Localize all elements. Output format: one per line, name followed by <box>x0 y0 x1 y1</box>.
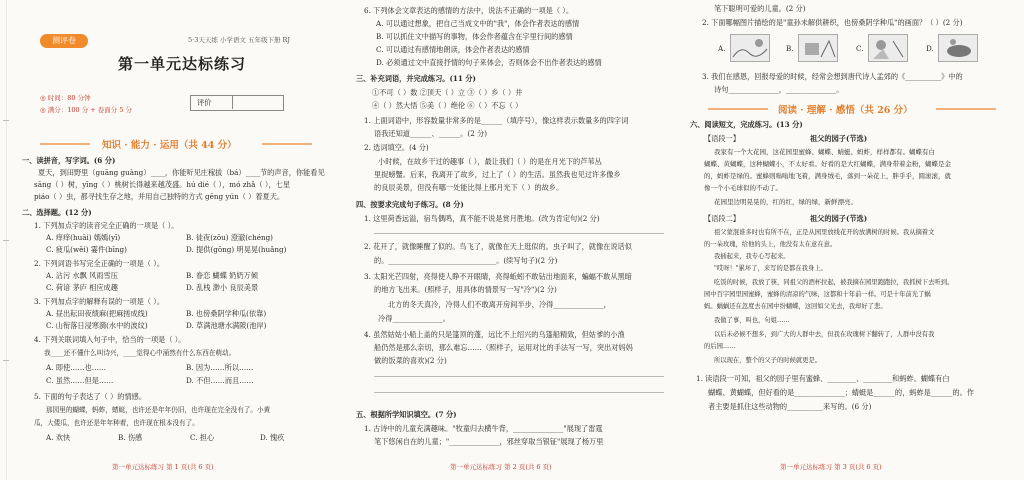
series-label: 5·3天天练 小学语文 五年级下册 RJ <box>188 36 291 44</box>
image-option-label: B. <box>786 44 794 53</box>
question-text: 北方的冬天真冷，冷得人们不敢离开房间半步，冷得______________， <box>388 300 611 309</box>
option: B. 伤感 <box>118 433 143 442</box>
option: D. 必须通过文中直接抒情的句子来体会，否则体会不出作者表达的感情 <box>376 58 602 67</box>
option: D. 提供(gōng) 明晃晃(huǎng) <box>186 245 287 254</box>
question-text: 3. 太阳光芒四射，亮得使人睁不开眼睛，亮得蚯蚓不敢钻出地面来，蝙蝠不敢从黑暗 <box>364 272 632 281</box>
passage-title: 祖父的园子(节选) <box>810 134 868 143</box>
passage-text: 的，蚂蚱是绿的。蜜蜂则嗡嗡地飞着，满身绒毛，落到一朵花上，胖乎乎，圆滚滚，就 <box>704 172 951 180</box>
exam-page-1 <box>0 0 345 480</box>
evaluation-label: 评价 <box>197 98 212 107</box>
gutter-mark <box>3 240 9 241</box>
option: C. 担心 <box>190 433 215 442</box>
option: C. 荷谙 茅庐 相应成趣 <box>46 283 118 292</box>
section-divider <box>262 143 312 145</box>
question-passage: 瓜，大倭瓜，也许还是年年种着，也许现在根本没有了。 <box>34 419 199 427</box>
image-option-label: C. <box>856 44 864 53</box>
passage-title: 祖父的园子(节选) <box>810 214 868 223</box>
question-text: piáo（ ）虫，都寻找生存之地，并用自己独特的方式 gēng yún（ ）着夏天。 <box>34 192 285 201</box>
passage-text: 园中百字园里园蜜蜂，蜜蜂的清凉的气味，这都和十年前一样。可是十年前光了蜗 <box>704 291 931 298</box>
section-divider <box>708 108 768 110</box>
question-heading: 四、按要求完成句子练习。(8 分) <box>356 200 464 209</box>
question-heading: 五、根据所学知识填空。(7 分) <box>356 410 457 419</box>
question-text: 语我还知道______、______。(2 分) <box>374 129 488 138</box>
question-text: 船仍然是那么亲切，那么难忘……（照样子，运用对比的手法写一写，突出对妈妈 <box>374 343 633 352</box>
section-divider <box>40 143 90 145</box>
option-c-picture <box>868 34 908 62</box>
evaluation-divider <box>232 95 233 109</box>
question-passage: 里捉螃蟹。后来，我离开了故乡，过上了（ ）的生活。虽然我也见过许多像乡 <box>374 170 621 179</box>
answer-line <box>374 392 664 393</box>
passage-text: 祖父蒙混谁多时也有所不在，正是从园里放线花开的放满树的时候。我从摘着文 <box>714 229 935 236</box>
question-passage: 我____还不懂什么叫诗兴，____觉得心中涌然有什么东西在萌动。 <box>44 349 236 357</box>
question-text: ④（ ）然大悟 ⑤美（ ）绝伦 ⑥（ ）不忘（ ） <box>372 101 523 110</box>
passage-text: 蚂。蜗蜗还在忽度去在园中纷蝴蝶，这回如父光去，我却好了悲。 <box>704 303 887 310</box>
option: A. 可以通过想象，把自己当成文中的"我"，体会作者表达的感情 <box>376 19 580 28</box>
page-footer: 第一单元达标练习 第 1 页(共 6 页) <box>112 463 214 471</box>
question-heading: 三、补充词语，并完成练习。(11 分) <box>356 74 476 83</box>
question-text: 夏天，到田野里（guāng guàng）____，你能听见庄稼拔（bá）____节的声音，你能看见 <box>38 168 325 177</box>
passage-text: 的后园…… <box>704 343 736 350</box>
passage-text: 蝴蝶、黄蝴蝶，这种蝴蝶小，不太好看。好看的是大红蝴蝶，满身带着金粉，蝴蝶是金 <box>704 160 951 168</box>
question-text: 的地方飞出来。(照样子，用具体的情景写一写"冷")(2 分) <box>374 285 557 294</box>
question-text: 2. 花开了，就像睡醒了似的。鸟飞了，就像在天上逛似的。虫子叫了，就像在说话似 <box>364 242 632 251</box>
question-text: 1. 这里荷香远溢，宿鸟偶鸣，真不能不说是赏月胜地。(改为肯定句)(2 分) <box>364 214 600 223</box>
question-text: 1. 读语段一可知，祖父的园子里有蜜蜂、________、________和蚂蚱。蝴蝶有白 <box>696 374 950 383</box>
option: A. 沾污 水飘 风雨雪压 <box>46 271 118 280</box>
question-passage: 那园里的蝴蝶，蚂蚱，蜻蜓，也许还是年年仍旧，也许现在完全没有了。小黄 <box>46 406 271 414</box>
option: C. 可以通过有感情地朗读，体会作者表达的感情 <box>376 45 530 54</box>
option: D. 愧疚 <box>260 433 285 442</box>
passage-text: 我插起来，我专心写起来。 <box>714 253 790 260</box>
question-text: 2. 下列词语书写完全正确的一项是（ ）。 <box>34 259 165 268</box>
passage-text: 以后未必候不想多，到广大的人群中去，但我在玫瑰树下翻转了，人群中没有我 <box>714 331 935 338</box>
question-text: 者主要是抓住这些动物的__________来写的。(6 分) <box>708 402 872 411</box>
passage-text: 花园里边明晃晃的，红的红，绿的绿，新鲜漂亮。 <box>714 198 857 206</box>
question-text: 笔下聪明可爱的儿童。(2 分) <box>714 4 806 13</box>
question-text: 笔下悠闲自在的儿童；"______________，邪丝穿取当银钲"展现了杨万里 <box>374 437 604 446</box>
question-text: 3. 下列加点字的解释有误的一项是（ ）。 <box>34 297 165 306</box>
option: A. 痒痒(huāi) 嫣嫣(yī) <box>46 233 121 242</box>
section-heading: 知识 · 能力 · 运用（共 44 分） <box>102 140 237 151</box>
answer-line <box>374 376 664 377</box>
option: B. 徒夜(zōu) 澄澈(chéng) <box>186 233 273 242</box>
question-text: 2. 下面哪幅图片描绘的是"童孙未解供耕织，也傍桑阴学种瓜"的画面？（ ）(2 分) <box>702 18 963 27</box>
question-text: 6. 下列体会文章表达的感情的方法中，说法不正确的一项是（ ）。 <box>364 6 574 15</box>
option: C. 虽然……但是…… <box>46 376 114 385</box>
passage-text: 我家有一个大花园，这花园里蜜蜂、蝴蝶、蜻蜓、蚂蚱，样样都有。蝴蝶有白 <box>714 148 935 156</box>
option: A. 即使……也…… <box>46 363 107 372</box>
question-heading: 一、读拼音，写字词。(6 分) <box>22 156 116 165</box>
full-score: ◎ 满分：100 分 + 卷面分 5 分 <box>40 106 133 114</box>
exam-page-2 <box>344 0 685 480</box>
page-footer: 第一单元达标练习 第 2 页(共 6 页) <box>450 463 552 471</box>
question-text: 1. 古诗中的儿童充满趣味。"牧童归去横牛背，______________"展现了雷霆 <box>364 424 603 433</box>
question-text: 1. 下列加点字的读音完全正确的一项是（ ）。 <box>34 221 179 230</box>
time-limit: ◎ 时间：80 分钟 <box>40 94 91 102</box>
question-text: 4. 下列关联词填入句子中，恰当的一项是（ ）。 <box>34 335 186 344</box>
question-heading: 六、阅读短文，完成练习。(13 分) <box>690 120 803 129</box>
passage-text: 的一朵玫瑰，给他的头上，他没有太在意在意。 <box>704 241 837 248</box>
answer-line <box>374 233 664 234</box>
option-b-picture <box>798 34 838 62</box>
question-text: 5. 下面的句子表达了（ ）的情感。 <box>34 392 147 401</box>
option-d-picture <box>938 34 978 62</box>
exam-badge: 测评卷 <box>40 34 88 48</box>
option: D. 乱栈 渺小 良辰美景 <box>186 283 259 292</box>
passage-label: 【语段二】 <box>704 214 740 223</box>
image-option-label: A. <box>718 44 726 53</box>
option: B. 可以抓住文中描写的事物，体会作者蕴含在字里行间的感情 <box>376 32 573 41</box>
image-option-label: D. <box>926 44 934 53</box>
passage-text: "哎呀！"累坏了，来写的是都在我身上。 <box>714 265 827 272</box>
question-text: 冷得______________。 <box>378 314 450 323</box>
passage-text: 像一个小毛球似的不动了。 <box>704 184 782 192</box>
option: C. 山衔落日浸寒漪(水中的波纹) <box>46 321 148 330</box>
question-heading: 二、选择题。(12 分) <box>22 208 92 217</box>
option: D. 草满池塘水满陂(池岸) <box>186 321 267 330</box>
gutter-mark <box>3 360 9 361</box>
page-footer: 第一单元达标练习 第 3 页(共 6 页) <box>780 463 882 471</box>
question-text: 2. 选词填空。(4 分) <box>364 143 429 152</box>
question-passage: 的良辰美景，但没有哪一处能比得上那月光下（ ）的故乡。 <box>374 183 564 192</box>
option: A. 昼出耘田夜绩麻(把麻搓成线) <box>46 309 148 318</box>
question-passage: 小时候，在故乡干过的趣事（ ），最让我们（ ）的是在月光下的芦苇丛 <box>378 157 602 166</box>
passage-text: 吃饭的时候，我放了筷，同祖父的酒杯拉起，被我摘在园里跑跑拉，我抓树下去听到。 <box>714 279 954 286</box>
exam-page-3 <box>684 0 1024 480</box>
question-text: 1. 上面词语中，形容数量非常多的是______（填序号），像这样表示数量多的四字词 <box>364 116 629 125</box>
question-text: 诗句______________，______________。 <box>714 85 844 94</box>
question-text: 的。______________________________。(续写句子)(2 分) <box>374 256 558 265</box>
question-text: 3. 我们在感恩，回报母爱的时候，经常会想到唐代诗人孟郊的《__________》中的 <box>702 72 963 81</box>
passage-text: 我做了事，叫也，句姐…… <box>714 317 790 324</box>
passage-label: 【语段一】 <box>704 134 740 143</box>
question-text: sāng（ ）树，yīng（ ）桃树长得越来越茂盛。hú dié（ ），mó zhǎ（ ），七星 <box>34 180 291 189</box>
option: A. 欢快 <box>46 433 71 442</box>
option: B. 因为……所以…… <box>186 363 254 372</box>
question-text: ①不可（ ）数 ②顶天（ ）立 ③（ ）乡（ ）井 <box>372 88 523 97</box>
section-heading: 阅读 · 理解 · 感悟（共 26 分） <box>778 105 913 116</box>
question-text: 蝴蝶、黄蝴蝶，但好看的是______________；蜻蜓是______的，蚂蚱是______的。作 <box>708 388 974 397</box>
question-text: 4. 虽然姑姑小船上盖的只是篷顶的蓬，远比不上绍兴的乌篷船精致，但姑爹的小渔 <box>364 330 625 339</box>
option: B. 眷恋 蝴蝶 奶奶万倾 <box>186 271 258 280</box>
section-divider <box>936 108 996 110</box>
option: C. 疲瓜(wěi) 霎件(bīng) <box>46 245 127 254</box>
gutter-mark <box>3 120 9 121</box>
page-title: 第一单元达标练习 <box>118 55 247 73</box>
option: D. 不但……而且…… <box>186 376 254 385</box>
option-a-picture <box>730 34 770 62</box>
option: B. 也傍桑阴学种瓜(依靠) <box>186 309 267 318</box>
passage-text: 所以现在，整个的父子的时候就更是。 <box>714 357 822 364</box>
question-text: 做的饭菜的喜欢)(2 分) <box>374 356 447 365</box>
